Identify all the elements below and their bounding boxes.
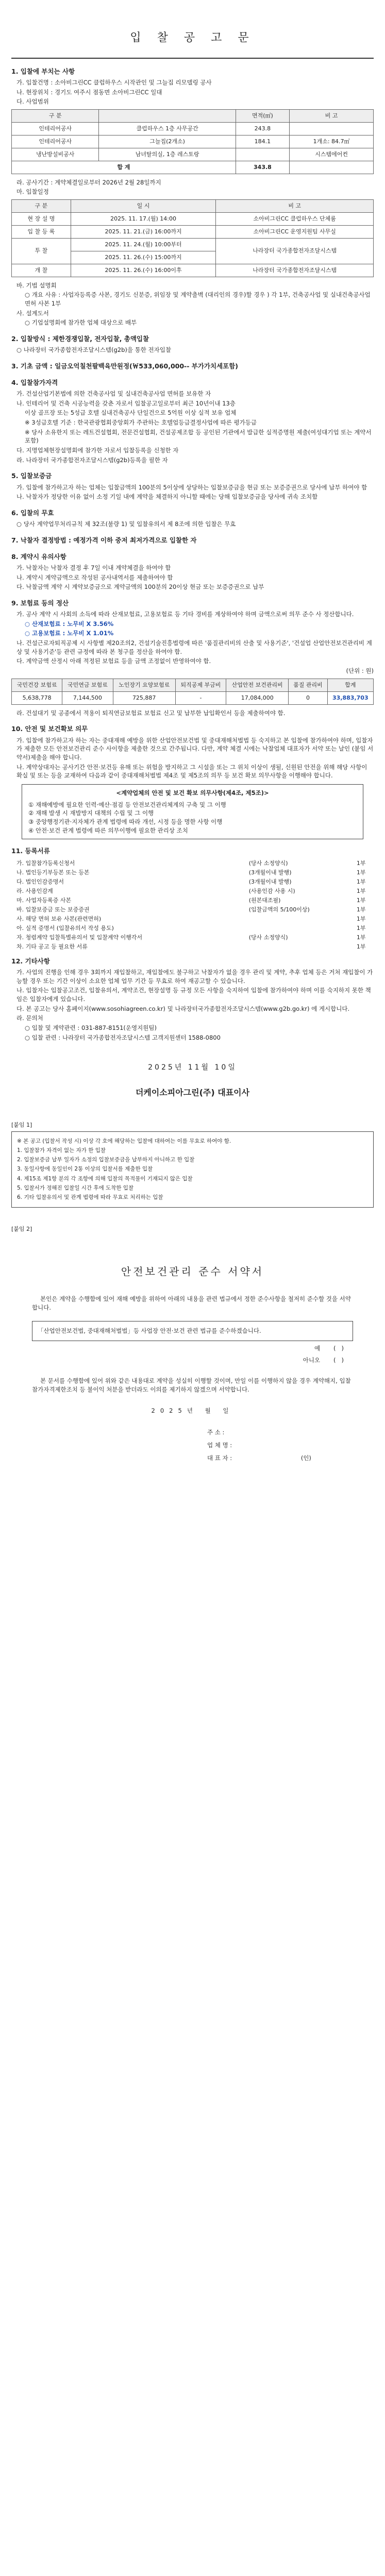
list-item <box>11 914 374 924</box>
s4-line-5: ※ 당사 소유한지 또는 레트건설협회, 전문건설협회, 건설공제조합 등 공인된 기관에서 발급한 실적증명원 제출(여성대기업 또는 계약서 포함) <box>25 428 372 445</box>
ins-head: 노인장기 요양보험료 <box>113 679 175 691</box>
section-2-heading: 2. 입찰방식 : 제한경쟁입찰, 전자입찰, 총액입찰 <box>11 335 149 343</box>
sched-cell: 2025. 11. 21.(금) 16:00까지 <box>71 225 216 238</box>
scope-cell <box>290 161 374 174</box>
scope-head-3: 면적(㎡) <box>236 110 289 123</box>
sched-cell: 2025. 11. 17.(월) 14:00 <box>71 213 216 226</box>
doc-note: (3개월이내 발행) <box>248 869 292 876</box>
list-item: ④ 안전·보건 관계 법령에 따른 의무이행에 필요한 관리상 조치 <box>28 826 188 834</box>
company-name-label: 업 체 명 : <box>207 1442 232 1449</box>
list-item: 2. 입찰보증금 납부 일자가 소정의 입찰보증금을 납부하지 아니하고 한 입찰 <box>17 1157 195 1163</box>
sched-cell: 입 찰 등 록 <box>12 225 71 238</box>
list-item: ③ 중앙행정기관·지자체가 관계 법령에 따라 개선, 시정 등을 명한 사항 이행 <box>28 818 223 825</box>
s9-line-4: 다. 계약금액 산정시 아래 적정된 보험료 등을 금액 조정없이 반영하여야 함. <box>16 657 211 665</box>
s1-line-7: ○ 개요 사유 : 사업자등록증 사본, 경기도 신분증, 위임장 및 계약출벽 (대리인의 경우)할 경우 ) 각 1부, 건축공사업 및 실내건축공사업 면허 사본 1부 <box>25 291 371 308</box>
s1-line-6: 바. 기법 설명회 <box>16 281 57 289</box>
s4-line-1: 가. 건설산업기본법에 의한 건축공사업 및 실내건축공사업 면허를 보유한 자 <box>16 390 211 398</box>
list-item <box>11 896 374 905</box>
s9-line-2a: ○ 산재보험료 : 노무비 X 3.56% <box>25 620 114 628</box>
section-8-heading: 8. 계약시 유의사항 <box>11 552 66 561</box>
s6-line-1: ○ 당사 계약업무처리규칙 제 32조(불량 1) 및 입찰유의서 제 8조에 의한 입찰은 무효 <box>16 520 236 528</box>
s9-line-5: 라. 건설대기 및 공종에서 적용이 퇴직연금보험료 보험료 신고 및 납부한 납입확인서 등을 제출하여야 함. <box>16 709 286 717</box>
sched-cell: 개 찰 <box>12 264 71 277</box>
scope-cell: 냉난방설비공사 <box>12 148 99 161</box>
doc-count: 1부 <box>356 869 366 876</box>
ins-head: 품질 관리비 <box>289 679 327 691</box>
s12-line-4a: ○ 입찰 및 계약관련 : 031-887-8151(운영지원팀) <box>25 1024 157 1031</box>
ins-total-cell: 33,883,703 <box>327 691 373 704</box>
scope-cell <box>290 122 374 135</box>
insurance-table <box>11 679 374 705</box>
list-item <box>11 942 374 952</box>
doc-note <box>248 924 356 933</box>
s12-line-4b: ○ 입찰 관련 : 나라장터 국가종합전자조달시스템 고객지원센터 1588-0800 <box>25 1033 221 1041</box>
doc-note: (사용인감 사용 시) <box>248 888 295 895</box>
doc-count: 1부 <box>356 906 366 913</box>
doc-name: 아. 실적 증명서 (입찰유의서 작성 용도) <box>16 924 114 931</box>
s1-line-2: 나. 현장위치 : 경기도 여주시 점동면 소아비그린CC 일대 <box>16 88 162 96</box>
scope-cell: 그늘집(2개소) <box>99 135 236 148</box>
table-row <box>12 238 374 251</box>
list-item: ② 재해 발생 시 재발방지 대책의 수립 및 그 이행 <box>28 809 154 817</box>
sched-cell: 나라장터 국가종합전자조달시스템 <box>216 238 374 264</box>
section-4-heading: 4. 입찰참가자격 <box>11 378 58 386</box>
scope-cell: 1개소: 84.7㎡ <box>290 135 374 148</box>
doc-count: 1부 <box>356 878 366 886</box>
signature-block <box>207 1428 374 1462</box>
representative-row <box>207 1454 374 1463</box>
sched-cell: 현 장 설 명 <box>12 213 71 226</box>
section-6-heading: 6. 입찰의 무효 <box>11 509 54 517</box>
s10-line-1: 가. 입찰에 참가하고자 하는 자는 중대재해 예방을 위한 산업안전보건법 및 중대재해처벌법 등 숙지하고 본 입찰에 참가하여야 하며, 입찰자가 제출한 모든 안전보건관리 준수 사이항을 제출한 것으로 간주됩니다. 다만, 계약 체결 시에는 낙찰업체 대표자가 서약 또는 날인 (붙임 서약서)제출을 해야 합니다. <box>16 736 374 761</box>
doc-count: 1부 <box>356 943 366 950</box>
s12-line-3: 다. 본 공고는 당사 홈페이지(www.sosohiagreen.co.kr) 및 나라장터국가종합전자조달시스템(www.g2b.go.kr) 에 게시합니다. <box>16 1005 350 1012</box>
doc-count: 1부 <box>356 915 366 922</box>
doc-count: 1부 <box>356 897 366 904</box>
s9-line-1: 가. 공사 계약 시 사회의 소득에 따라 산재보험료, 고용보험료 등 기타 경비를 계상하여야 하며 금액으로써 의무 준수 사 정산합니다. <box>16 611 354 618</box>
sched-cell: 소아비그린CC 운영지원팀 사무실 <box>216 225 374 238</box>
s2-line-1: ○ 나라장터 국가종합전자조달시스템(g2b)을 통한 전자입찰 <box>16 346 171 354</box>
scope-cell: 클럽하우스 1층 사무공간 <box>99 122 236 135</box>
sched-cell: 나라장터 국가종합전자조달시스템 <box>216 264 374 277</box>
ins-head: 국민건강 보험료 <box>12 679 62 691</box>
doc-note: (원본대조필) <box>248 897 281 904</box>
doc-name: 나. 법인등기부등본 또는 등본 <box>16 869 90 876</box>
s4-line-6: 다. 지명업체현장설명회에 참가한 자로서 입찰등록을 신청한 자 <box>16 447 179 454</box>
list-item: 6. 기타 입찰유의서 및 관계 법령에 따라 무효로 처리하는 입찰 <box>17 1194 163 1200</box>
documents-list <box>11 859 374 951</box>
ins-head: 퇴직공제 부금비 <box>175 679 226 691</box>
list-item <box>11 868 374 877</box>
pledge-paragraph-2: 본 문서를 수행함에 있어 위와 같은 내용대로 계약을 성실히 이행할 것이며, 만일 이를 이행하지 않을 경우 계약해지, 입찰참가자격제한조치 등 불이익 처분을 받더라도 이의를 제기하지 않겠으며 서약합니다. <box>32 1377 351 1394</box>
s1-line-1: 가. 입찰건명 : 소아비그린CC 클럽하우스 시작관인 및 그늘집 리모델링 공사 <box>16 79 212 87</box>
doc-name: 자. 청렴계약 입찰특별유의서 및 입찰계약 이행각서 <box>16 934 143 941</box>
schedule-table <box>11 199 374 277</box>
list-item: ① 재해예방에 필요한 인력·예산·점검 등 안전보건관리체계의 구축 및 그 이행 <box>28 801 226 808</box>
doc-note <box>248 942 356 952</box>
s8-line-1: 가. 낙찰자는 낙찰자 결정 후 7일 이내 계약체결을 하여야 함 <box>16 564 171 571</box>
section-10-heading: 10. 안전 및 보건확보 의무 <box>11 725 88 733</box>
doc-note: (당사 소정양식) <box>248 934 288 941</box>
s5-line-2: 나. 낙찰자가 정당한 이유 없이 소정 기일 내에 계약을 체결하지 아니할 때에는 당해 입찰보증금을 당사에 귀속 조치함 <box>16 493 318 501</box>
s1-line-5: 마. 입찰일정 <box>16 188 49 196</box>
doc-name: 다. 법인인감증명서 <box>16 878 64 886</box>
scope-cell: 243.8 <box>236 122 289 135</box>
sched-head-1: 구 분 <box>12 200 71 213</box>
s1-line-4: 라. 공사기간 : 계약체결일로부터 2026년 2월 28일까지 <box>16 178 161 186</box>
check-no-label: 아니오 <box>303 1356 321 1364</box>
scope-total-label: 합 계 <box>12 161 236 174</box>
doc-count: 1부 <box>356 860 366 867</box>
ins-cell: 5,638,778 <box>12 691 62 704</box>
list-item: 4. 제15조 제1항 분의 각 조항에 의해 입찰의 목적물이 기재되지 않은 입찰 <box>17 1175 193 1182</box>
list-item: 3. 동일사항에 동일인이 2통 이상의 입찰서를 제출한 입찰 <box>17 1166 153 1173</box>
doc-name: 차. 기타 공고 등 필요한 서류 <box>16 943 88 950</box>
scope-head-4: 비 고 <box>290 110 374 123</box>
pledge-check-row <box>11 1344 344 1353</box>
section-1-heading: 1. 입찰에 부치는 사항 <box>11 67 75 75</box>
seal-mark: (인) <box>300 1454 311 1462</box>
section-11-heading: 11. 등록서류 <box>11 847 50 855</box>
doc-count: 1부 <box>356 934 366 941</box>
ins-cell: 0 <box>289 691 327 704</box>
sched-cell: 소아비그린CC 클럽하우스 단체룸 <box>216 213 374 226</box>
ins-head: 합계 <box>327 679 373 691</box>
s1-line-8: 사. 설계도서 <box>16 309 49 317</box>
doc-note: (당사 소정양식) <box>248 860 288 867</box>
s1-line-9: ○ 기업설명회에 참가한 업체 대상으로 배부 <box>25 319 137 327</box>
s4-line-7: 라. 나라장터 국가종합전자조달시스템(g2b)등록을 필한 자 <box>16 456 168 464</box>
doc-name: 라. 사용인감계 <box>16 888 53 895</box>
section-3-heading: 3. 기초 금액 : 일금오억칠천팔백육만원정(￦533,060,000-- 부가가치세포함) <box>11 362 239 370</box>
sched-head-3: 비 고 <box>216 200 374 213</box>
list-item <box>11 905 374 914</box>
doc-name: 사. 해당 면허 보유 사본(관련면허) <box>16 915 102 922</box>
sched-cell: 2025. 11. 24.(월) 10:00부터 <box>71 238 216 251</box>
scope-cell: 남녀탈의실, 1층 레스토랑 <box>99 148 236 161</box>
pledge-title: 안전보건관리 준수 서약서 <box>121 1265 264 1278</box>
doc-name: 바. 입찰보증금 또는 보증증권 <box>16 906 90 913</box>
scope-head-2 <box>99 110 236 123</box>
pledge-check-row <box>11 1356 344 1365</box>
list-item <box>11 859 374 868</box>
s5-line-1: 가. 입찰에 참가하고자 하는 업체는 입찰금액의 100분의 5이상에 상당하는 입찰보증금을 현금 또는 보증증권으로 당사에 납부 하여야 함 <box>16 483 367 491</box>
scope-cell: 184.1 <box>236 135 289 148</box>
scope-cell: 인테리어공사 <box>12 135 99 148</box>
notice-title: 입 찰 공 고 문 <box>130 31 255 44</box>
list-item <box>11 887 374 896</box>
sched-cell: 2025. 11. 26.(수) 16:00이후 <box>71 264 216 277</box>
s8-line-2: 나. 계약시 계약금액으로 작성된 공사내역서를 제출하여야 함 <box>16 573 173 581</box>
check-yes-box[interactable]: ( ) <box>333 1345 344 1352</box>
scope-cell: 인테리어공사 <box>12 122 99 135</box>
scope-table <box>11 109 374 174</box>
attachment-1-label: [붙임 1] <box>11 1121 32 1128</box>
scope-head-1: 구 분 <box>12 110 99 123</box>
list-item <box>11 924 374 933</box>
scope-cell <box>236 148 289 161</box>
pledge-paragraph-1: 본인은 계약을 수행함에 있어 재해 예방을 위하여 아래의 내용을 관련 법규에서 정한 준수사항을 철저히 준수할 것을 서약합니다. <box>32 1295 351 1311</box>
list-item: 1. 입찰참가 자격이 없는 자가 한 입찰 <box>17 1147 106 1154</box>
check-yes-label: 예 <box>314 1345 321 1352</box>
list-item: ※ 본 공고 (입찰서 작성 시) 이상 각 호에 해당하는 입찰에 대하여는 이를 무효로 하여야 함. <box>17 1138 231 1144</box>
list-item: 5. 입찰서가 정해진 입찰일 시간 후에 도착한 입찰 <box>17 1184 134 1191</box>
section-12-heading: 12. 기타사항 <box>11 957 50 965</box>
notice-page <box>11 0 374 1467</box>
invalid-bid-notes <box>11 1131 374 1208</box>
address-label: 주 소 : <box>207 1429 225 1436</box>
table-row <box>12 691 374 704</box>
s4-line-2: 나. 인테리어 및 건축 시공능력을 갖춘 자로서 입찰공고일로부터 최근 10년이내 13층 <box>16 399 236 407</box>
issuer-company: 더케이소피아그린(주) 대표이사 <box>135 1087 250 1097</box>
sched-cell: 투 찰 <box>12 238 71 264</box>
list-item <box>11 877 374 887</box>
ins-cell: - <box>175 691 226 704</box>
s12-line-2: 나. 입찰자는 입찰공고조건, 입찰유의서, 계약조건, 현장설명 등 규정 모든 사항을 숙지하여 입찰에 참가하여야 하며 이를 숙지하지 못한 책임은 입찰자에게 있습니다. <box>16 987 371 1003</box>
section-9-heading: 9. 보험료 등의 정산 <box>11 599 69 607</box>
ins-cell: 17,084,000 <box>226 691 289 704</box>
title-divider <box>11 58 374 59</box>
s4-line-4: ※ 3성급호텔 기준 : 한국관광협회중앙회가 주관하는 호텔업등급결정사업에 따른 평가등급 <box>25 419 257 427</box>
table-row <box>12 225 374 238</box>
check-no-box[interactable]: ( ) <box>333 1356 344 1364</box>
s9-line-3: 나. 건설근로자퇴직공제 시 사항별 제20조의2, 건설기술진흥법령에 따른 '품질관리비의 산출 및 사용기준', '건설업 산업안전보건관리비 계상 및 사용기준'등 관련 규정에 따라 본 청구를 정산을 하여야 함. <box>16 639 372 655</box>
table-row <box>12 135 374 148</box>
notice-date: 2025년 11월 10일 <box>148 1063 237 1072</box>
list-item <box>11 933 374 942</box>
sched-head-2: 일 시 <box>71 200 216 213</box>
safety-box-title: <계약업체의 안전 및 보건 확보 의무사항(제4조, 제5조)> <box>116 789 269 796</box>
section-7-heading: 7. 낙찰자 결정방법 : 예정가격 이하 중저 최저가격으로 입찰한 자 <box>11 536 197 544</box>
table-row-total <box>12 161 374 174</box>
doc-count: 1부 <box>356 888 366 895</box>
ins-head: 산업안전 보건관리비 <box>226 679 289 691</box>
s12-line-1: 가. 사업의 진행을 인해 경우 3회까지 재입찰하고, 재입찰에도 불구하고 낙찰자가 없을 경우 관리 및 계약, 추후 업체 등은 거쳐 재입찰이 가능할 경우 또는 기간 이상이 소요한 업체 업무 기간 등 무효로 하여 재공고할 수 있습니다. <box>16 968 373 985</box>
scope-total-value: 343.8 <box>236 161 289 174</box>
s9-line-2b: ○ 고용보험료 : 노무비 X 1.01% <box>25 630 114 637</box>
ins-cell: 7,144,500 <box>62 691 113 704</box>
table-row <box>12 148 374 161</box>
doc-name: 마. 사업자등록증 사본 <box>16 897 72 904</box>
s12-line-4: 라. 문의처 <box>16 1014 43 1022</box>
doc-note <box>248 914 356 924</box>
ins-head: 국민연금 보험료 <box>62 679 113 691</box>
doc-name: 가. 입찰참가등록신청서 <box>16 860 75 867</box>
doc-note: (3개월이내 발행) <box>248 878 292 886</box>
table-row <box>12 264 374 277</box>
doc-count: 1부 <box>356 924 366 931</box>
insurance-unit: (단위 : 원) <box>346 667 374 675</box>
pledge-date: 2025년 월 일 <box>151 1406 234 1414</box>
doc-note: (입찰금액의 5/100이상) <box>248 906 310 913</box>
s4-line-3: 이상 골프장 또는 5성급 호텔 실내건축공사 단일건으로 5억원 이상 실적 보유 업체 <box>25 409 237 417</box>
s10-line-2: 나. 계약상대자는 공사기간 안전·보건등 유해 또는 위험을 방지하고 그 시설을 또는 그 위치 이상이 생될, 신원된 안전을 위해 해당 사항이 확실 및 또는 등을 교재하여 다음과 같이 중대재해처벌법 제4조 및 제5조의 의무 등 보건 확보 의무사항을 이행해야 합니다. <box>16 763 367 779</box>
representative-label: 대 표 자 : <box>207 1454 232 1462</box>
scope-cell: 시스템에어컨 <box>290 148 374 161</box>
sched-cell: 2025. 11. 26.(수) 15:00까지 <box>71 251 216 264</box>
table-row <box>12 213 374 226</box>
ins-cell: 725,887 <box>113 691 175 704</box>
attachment-2-label: [붙임 2] <box>11 1226 32 1233</box>
pledge-statement-box: 「산업안전보건법, 중대재해처벌법」등 사업장 안전·보건 관련 법규를 준수하겠습니다. <box>32 1321 353 1341</box>
safety-duty-box <box>22 784 363 839</box>
table-row <box>12 122 374 135</box>
s8-line-3: 다. 낙찰금액 계약 시 계약보증금으로 계약금액의 100분의 20이상 현금 또는 보증증권으로 납부 <box>16 583 264 591</box>
section-5-heading: 5. 입찰보증금 <box>11 472 52 480</box>
s1-line-3: 다. 사업범위 <box>16 98 49 106</box>
